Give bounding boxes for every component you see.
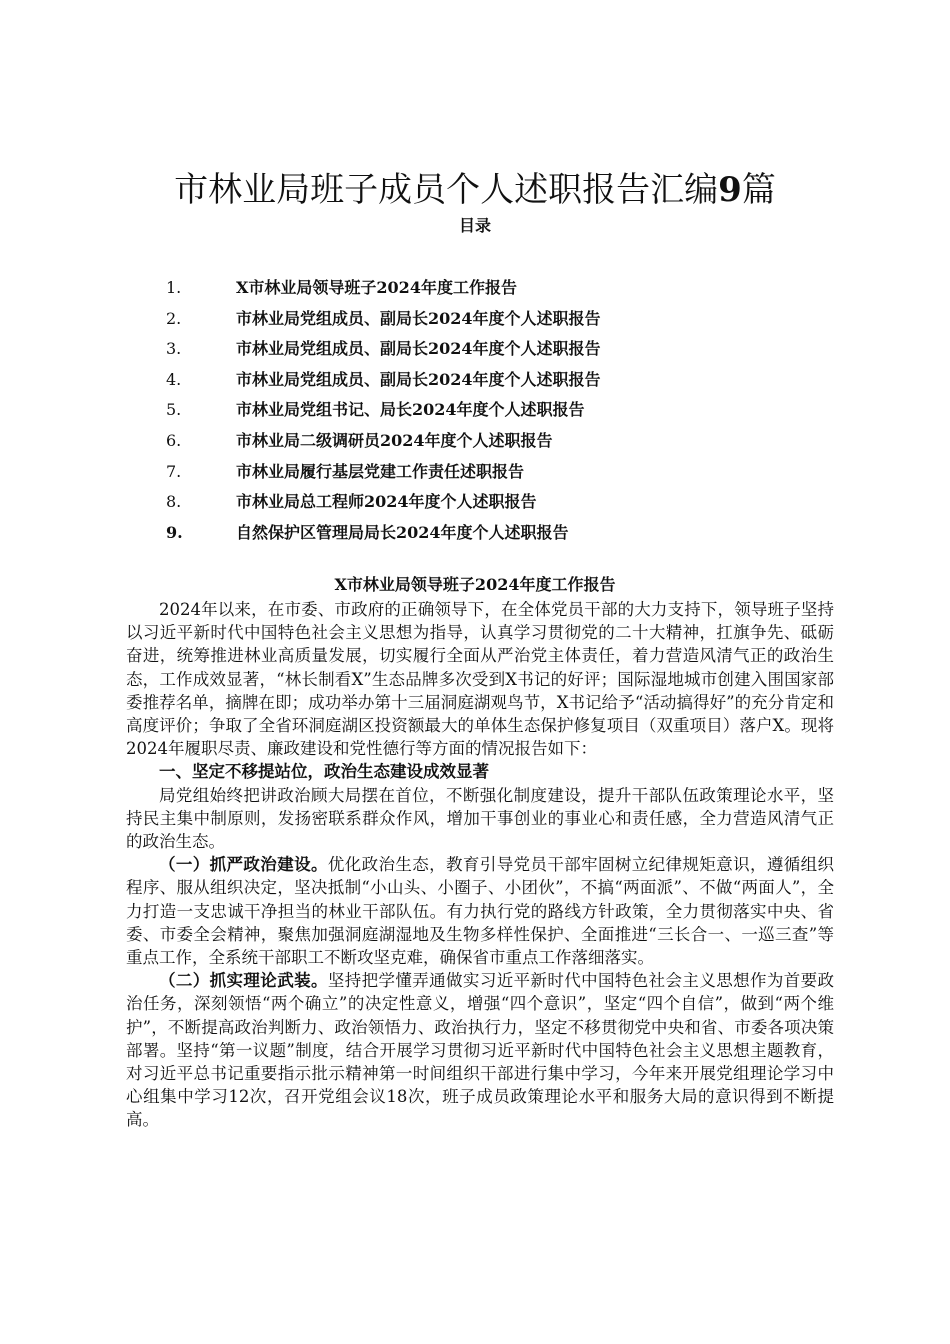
paragraph [126,969,834,1131]
paragraph-lead: （二）抓实理论武装。 [159,971,328,991]
toc-item[interactable] [0,426,950,457]
toc-item-number: 3. [166,339,182,359]
toc-item-title[interactable]: 市林业局党组成员、副局长2024年度个人述职报告 [236,339,601,359]
toc-item[interactable] [0,457,950,488]
toc-item-number: 4. [166,369,182,389]
toc-item-title[interactable]: 市林业局总工程师2024年度个人述职报告 [236,492,537,512]
heading-one: 一、坚定不移提站位，政治生态建设成效显著 [159,762,489,782]
toc-item-title[interactable]: 市林业局党组成员、副局长2024年度个人述职报告 [236,369,601,389]
toc-item[interactable] [0,518,950,549]
title-count: 9 [718,170,742,210]
toc-item-title[interactable]: X市林业局领导班子2024年度工作报告 [236,278,517,297]
toc-item-number: 5. [166,400,182,420]
paragraph [126,853,834,969]
title-main: 市林业局班子成员个人述职报告汇编 [174,170,719,210]
toc-item-number: 7. [166,461,182,481]
section-body [126,598,834,1132]
toc-item[interactable] [0,304,950,335]
toc-item-title[interactable]: 市林业局党组成员、副局长2024年度个人述职报告 [236,308,601,328]
toc-item-number: 8. [166,492,182,512]
title-suffix: 篇 [741,170,776,210]
toc-item[interactable] [0,395,950,426]
toc-item-title[interactable]: 自然保护区管理局局长2024年度个人述职报告 [236,522,569,542]
toc-heading: 目录 [458,216,491,235]
section-title: X市林业局领导班子2024年度工作报告 [334,575,616,594]
toc-item-number: 1. [166,278,182,297]
paragraph-text: 坚持把学懂弄通做实习近平新时代中国特色社会主义思想作为首要政治任务，深刻领悟“两个确立”的决定性意义，增强“四个意识”，坚定“四个自信”，做到“两个维护”，不断提高政治判断力、政治领悟力、政治执行力，坚定不移贯彻党中央和省、市委各项决策部署。坚持“第一议题”制度，结合开展学习贯彻习近平新时代中国特色社会主义思想主题教育，对习近平总书记重要指示批示精神第一时间组织干部进行集中学习，今年来开展党组理论学习中心组集中学习12次，召开党组会议18次，班子成员政策理论水平和服务大局的意识得到不断提高。 [126,971,835,1130]
paragraph-lead: （一）抓严政治建设。 [159,855,328,875]
toc-item[interactable] [0,365,950,396]
toc-item[interactable] [0,334,950,365]
toc-item[interactable] [0,273,950,304]
toc-item-title[interactable]: 市林业局二级调研员2024年度个人述职报告 [236,430,553,450]
toc-item-title[interactable]: 市林业局履行基层党建工作责任述职报告 [236,461,525,481]
toc-item[interactable] [0,487,950,518]
paragraph-text: 优化政治生态，教育引导党员干部牢固树立纪律规矩意识，遵循组织程序、服从组织决定，坚决抵制“小山头、小圈子、小团伙”，不搞“两面派”、不做“两面人”，全力打造一支忠诚干净担当的林业干部队伍。有力执行党的路线方针政策，全力贯彻落实中央、省委、市委全会精神，聚焦加强洞庭湖湿地及生物多样性保护、全面推进“三长合一、一巡三查”等重点工作，全系统干部职工不断攻坚克难，确保省市重点工作落细落实。 [126,855,835,968]
toc-item-number: 9. [166,522,183,542]
paragraph: 局党组始终把讲政治顾大局摆在首位，不断强化制度建设，提升干部队伍政策理论水平，坚持民主集中制原则，发扬密联系群众作风，增加干事创业的事业心和责任感，全力营造风清气正的政治生态。 [126,785,834,852]
toc-item-title[interactable]: 市林业局党组书记、局长2024年度个人述职报告 [236,400,585,420]
toc-item-number: 6. [166,430,182,450]
toc-item-number: 2. [166,308,182,328]
table-of-contents [0,273,950,548]
intro-paragraph: 2024年以来，在市委、市政府的正确领导下，在全体党员干部的大力支持下，领导班子坚持以习近平新时代中国特色社会主义思想为指导，认真学习贯彻党的二十大精神，扛旗争先、砥砺奋进，统筹推进林业高质量发展，切实履行全面从严治党主体责任，着力营造风清气正的政治生态，工作成效显著，“林长制看X”生态品牌多次受到X书记的好评；国际湿地城市创建入围国家部委推荐名单，摘牌在即；成功举办第十三届洞庭湖观鸟节，X书记给予“活动搞得好”的充分肯定和高度评价；争取了全省环洞庭湖区投资额最大的单体生态保护修复项目（双重项目）落户X。现将2024年履职尽责、廉政建设和党性德行等方面的情况报告如下： [126,600,834,759]
document-title [0,166,950,214]
